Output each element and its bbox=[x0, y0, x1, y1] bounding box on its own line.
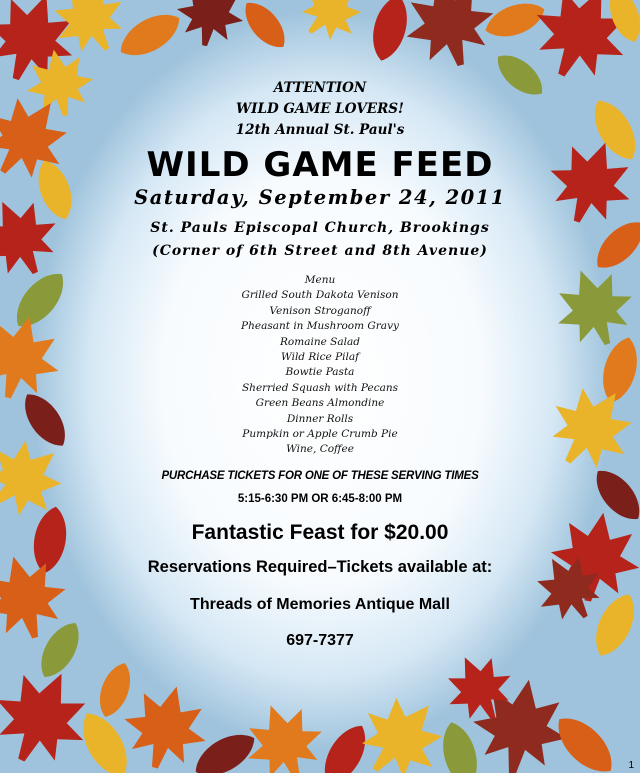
annual-line: 12th Annual St. Paul's bbox=[235, 122, 405, 138]
phone-number: 697-7377 bbox=[286, 631, 354, 649]
menu-item: Grilled South Dakota Venison bbox=[241, 289, 399, 302]
menu-item: Wild Rice Pilaf bbox=[280, 351, 359, 364]
church-corner: (Corner of 6th Street and 8th Avenue) bbox=[152, 243, 488, 259]
menu-item: Green Beans Almondine bbox=[255, 397, 385, 410]
menu-item: Wine, Coffee bbox=[286, 443, 354, 456]
menu-item: Bowtie Pasta bbox=[285, 366, 355, 379]
attention-line: ATTENTION bbox=[273, 80, 367, 96]
menu-item: Venison Stroganoff bbox=[269, 304, 371, 317]
reservations-line: Reservations Required–Tickets available at: bbox=[147, 557, 493, 576]
event-date: Saturday, September 24, 2011 bbox=[134, 186, 506, 209]
price-line: Fantastic Feast for $20.00 bbox=[191, 520, 449, 544]
purchase-tickets-line: PURCHASE TICKETS FOR ONE OF THESE SERVING TIMES bbox=[161, 469, 479, 482]
menu-heading: Menu bbox=[304, 274, 336, 286]
wild-game-lovers-line: WILD GAME LOVERS! bbox=[236, 101, 404, 117]
flyer-content bbox=[95, 78, 545, 653]
menu-item: Pheasant in Mushroom Gravy bbox=[241, 320, 399, 333]
event-title: WILD GAME FEED bbox=[146, 145, 494, 185]
menu-item: Pumpkin or Apple Crumb Pie bbox=[242, 428, 398, 441]
menu-list bbox=[95, 273, 545, 458]
page-number: 1 bbox=[628, 760, 634, 771]
serving-times: 5:15-6:30 PM OR 6:45-8:00 PM bbox=[237, 492, 403, 505]
menu-item: Sherried Squash with Pecans bbox=[241, 381, 399, 394]
menu-item: Dinner Rolls bbox=[286, 412, 354, 425]
ticket-venue: Threads of Memories Antique Mall bbox=[190, 595, 450, 613]
church-name: St. Pauls Episcopal Church, Brookings bbox=[150, 220, 490, 236]
menu-item: Romaine Salad bbox=[280, 335, 360, 348]
